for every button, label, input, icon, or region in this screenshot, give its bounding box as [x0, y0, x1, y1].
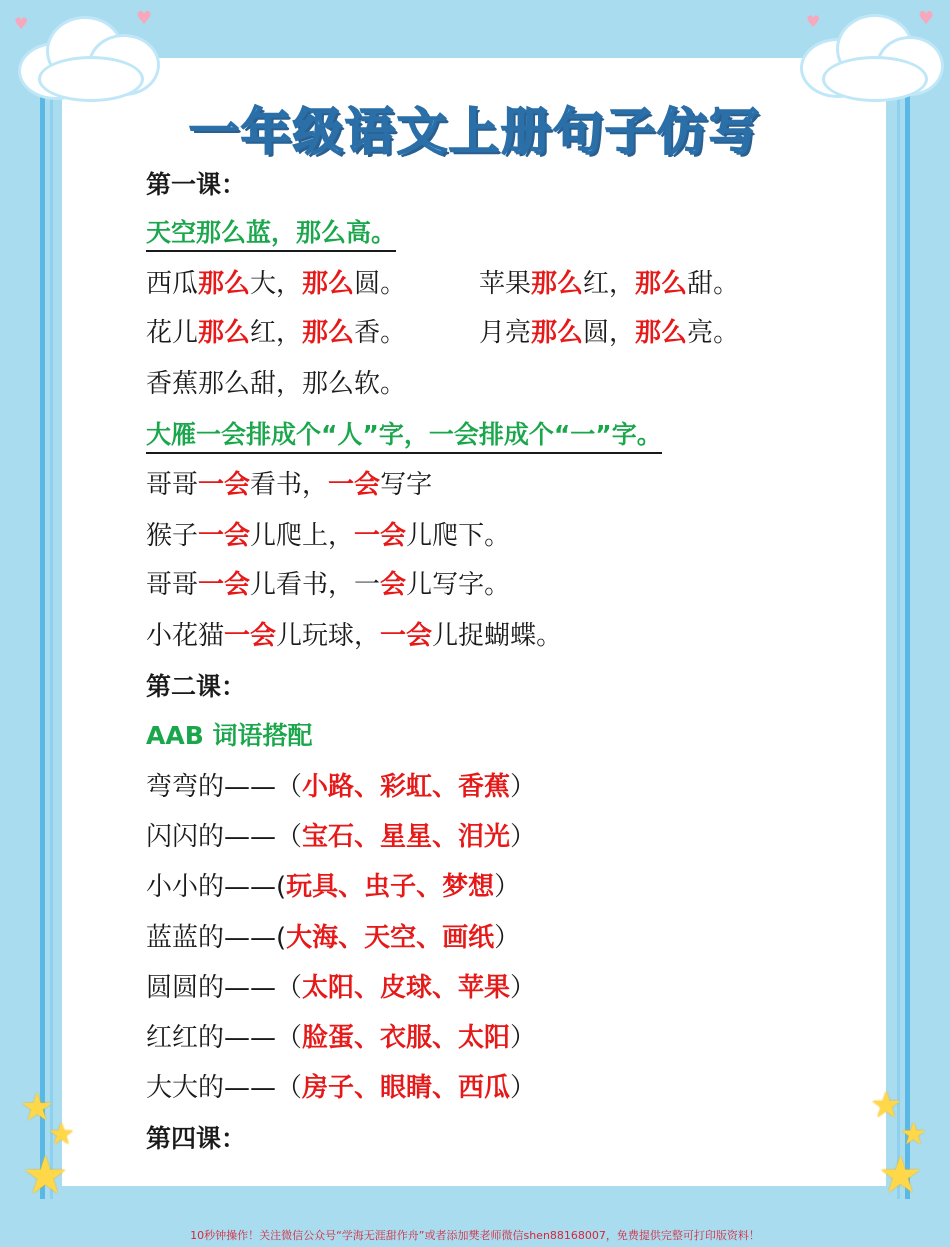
- close-paren: ）: [510, 973, 537, 1003]
- sentence-text: 花儿: [146, 318, 199, 348]
- lesson-heading: 第二课：: [146, 672, 247, 701]
- aab-word: 红红的——（: [146, 1023, 303, 1053]
- word-match-row: [146, 1021, 536, 1055]
- sentence-text: 甜。: [687, 269, 740, 299]
- aab-word: 闪闪的——（: [146, 822, 303, 852]
- close-paren: ）: [494, 872, 521, 902]
- answer-words: 宝石、星星、泪光: [302, 822, 511, 852]
- frame-stripe-right-thin: [897, 62, 900, 1199]
- highlight-word: 一会: [198, 521, 251, 551]
- example-sentence: [146, 519, 510, 553]
- answer-words: 小路、彩虹、香蕉: [302, 772, 511, 802]
- star-icon: ★: [870, 1085, 903, 1126]
- sentence-text: 写字: [380, 470, 433, 500]
- footer-note: 10秒钟操作！关注微信公众号“学海无涯甜作舟”或者添加樊老师微信shen88168007，免费提供完整可打印版资料！: [190, 1229, 760, 1242]
- close-paren: ）: [510, 1023, 537, 1053]
- sentence-text: 圆。: [354, 269, 407, 299]
- star-icon: ★: [900, 1117, 927, 1152]
- example-sentence: [146, 318, 406, 348]
- example-sentence: 香蕉那么甜，那么软。: [146, 369, 407, 399]
- star-icon: ★: [48, 1117, 75, 1152]
- highlight-word: 那么: [635, 318, 688, 348]
- highlight-word: 一会: [380, 621, 433, 651]
- highlight-word: 一会: [198, 570, 251, 600]
- word-match-row: [146, 921, 520, 955]
- pattern-sentence: 大雁一会排成个“人”字，一会排成个“一”字。: [146, 418, 662, 454]
- highlight-word: 一会: [224, 621, 277, 651]
- sentence-text: 儿爬上，: [250, 521, 355, 551]
- sentence-text: 大，: [250, 269, 303, 299]
- pattern-sentence: 天空那么蓝，那么高。: [146, 216, 396, 252]
- heart-icon: ♥: [918, 8, 935, 29]
- star-icon: ★: [20, 1085, 55, 1129]
- example-sentence: [146, 468, 432, 502]
- example-row: [146, 267, 740, 301]
- word-match-row: [146, 870, 520, 904]
- highlight-word: 一会: [328, 470, 381, 500]
- sentence-text: 儿写字。: [406, 570, 511, 600]
- word-match-row: [146, 770, 536, 804]
- example-sentence: [146, 568, 510, 602]
- highlight-word: 那么: [531, 269, 584, 299]
- sentence-text: 儿看书，一: [250, 570, 381, 600]
- aab-word: 圆圆的——（: [146, 973, 303, 1003]
- answer-words: 房子、眼睛、西瓜: [302, 1073, 511, 1103]
- close-paren: ）: [510, 822, 537, 852]
- highlight-word: 那么: [198, 269, 251, 299]
- example-sentence: [479, 267, 739, 301]
- heart-icon: ♥: [806, 12, 821, 31]
- highlight-word: 一会: [354, 521, 407, 551]
- example-sentence: [146, 269, 406, 299]
- aab-word: 大大的——（: [146, 1073, 303, 1103]
- lesson-heading: 第一课：: [146, 170, 247, 199]
- sentence-text: 西瓜: [146, 269, 199, 299]
- lesson-heading: 第四课：: [146, 1124, 247, 1153]
- example-sentence: [146, 619, 562, 653]
- answer-words: 太阳、皮球、苹果: [302, 973, 511, 1003]
- sentence-text: 红，: [583, 269, 636, 299]
- pattern-heading: AAB 词语搭配: [146, 721, 313, 750]
- highlight-word: 会: [380, 570, 407, 600]
- sentence-text: 儿捉蝴蝶。: [432, 621, 563, 651]
- sentence-text: 猴子: [146, 521, 199, 551]
- highlight-word: 一会: [198, 470, 251, 500]
- word-match-row: [146, 820, 536, 854]
- heart-icon: ♥: [14, 14, 29, 33]
- sentence-text: 圆，: [583, 318, 636, 348]
- close-paren: ）: [494, 923, 521, 953]
- sentence-text: 看书，: [250, 470, 329, 500]
- sentence-text: 儿爬下。: [406, 521, 511, 551]
- answer-words: 玩具、虫子、梦想: [286, 872, 495, 902]
- highlight-word: 那么: [198, 318, 251, 348]
- close-paren: ）: [510, 1073, 537, 1103]
- word-match-row: [146, 971, 536, 1005]
- aab-word: 弯弯的——（: [146, 772, 303, 802]
- heart-icon: ♥: [136, 8, 153, 29]
- answer-words: 大海、天空、画纸: [286, 923, 495, 953]
- close-paren: ）: [510, 772, 537, 802]
- frame-stripe-left: [40, 62, 45, 1199]
- sentence-text: 香。: [354, 318, 407, 348]
- word-match-row: [146, 1071, 536, 1105]
- sentence-text: 月亮: [479, 318, 532, 348]
- frame-stripe-right: [905, 62, 910, 1199]
- answer-words: 脸蛋、衣服、太阳: [302, 1023, 511, 1053]
- highlight-word: 那么: [635, 269, 688, 299]
- aab-word: 小小的——(: [146, 872, 287, 902]
- star-icon: ★: [878, 1146, 923, 1204]
- sentence-text: 儿玩球，: [276, 621, 381, 651]
- sentence-text: 哥哥: [146, 470, 199, 500]
- sentence-text: 亮。: [687, 318, 740, 348]
- sentence-text: 苹果: [479, 269, 532, 299]
- example-sentence: [479, 316, 739, 350]
- sentence-text: 哥哥: [146, 570, 199, 600]
- page-title: 一年级语文上册句子仿写: [189, 103, 761, 161]
- sentence-text: 小花猫: [146, 621, 225, 651]
- highlight-word: 那么: [531, 318, 584, 348]
- frame-stripe-left-thin: [50, 62, 53, 1199]
- aab-word: 蓝蓝的——(: [146, 923, 287, 953]
- highlight-word: 那么: [302, 318, 355, 348]
- sentence-text: 红，: [250, 318, 303, 348]
- highlight-word: 那么: [302, 269, 355, 299]
- example-row: [146, 316, 740, 350]
- star-icon: ★: [22, 1146, 69, 1206]
